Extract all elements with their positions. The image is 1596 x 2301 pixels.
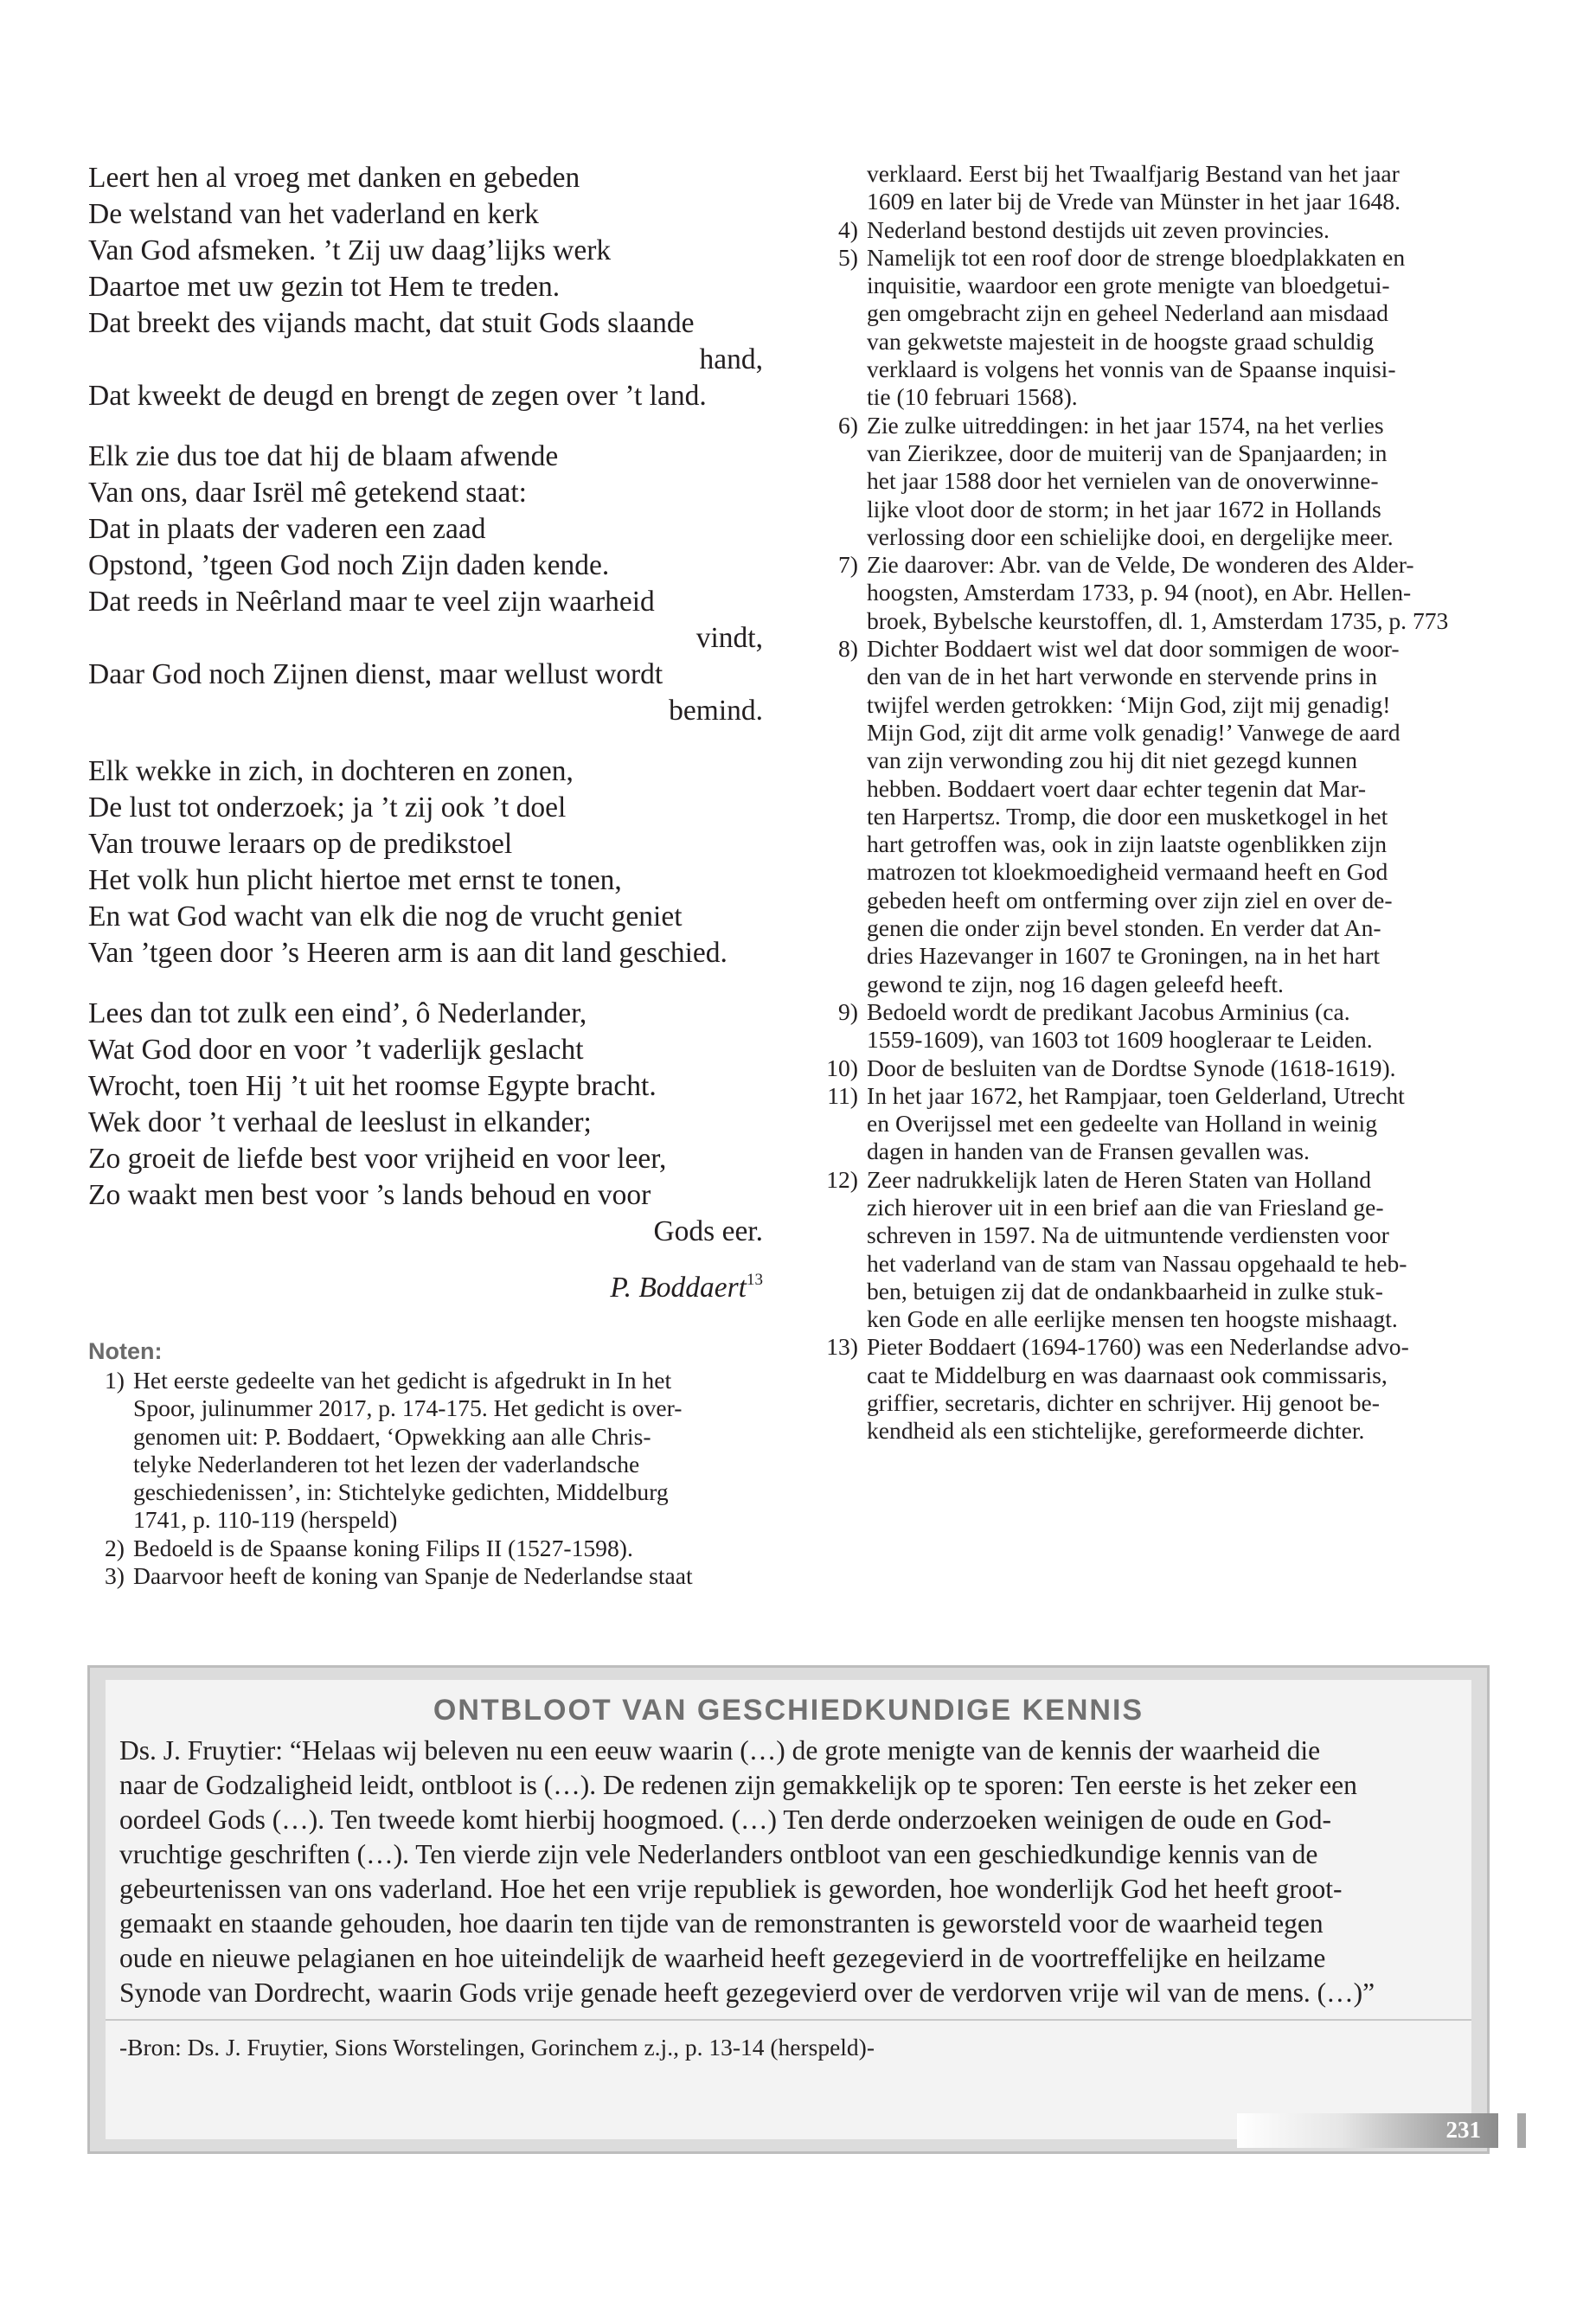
footnote-number: 11) <box>827 1081 858 1109</box>
footnote-line: hebben. Boddaert voert daar echter tegenin dat Mar- <box>867 774 1367 802</box>
footnote-line: ten Harpertsz. Tromp, die door een musketkogel in het <box>867 802 1388 830</box>
poem-line: Zo groeit de liefde best voor vrijheid en voor leer, <box>88 1143 667 1175</box>
footnote-line: verlossing door een schielijke dooi, en dergelijke meer. <box>867 522 1394 550</box>
note-line: 1609 en later bij de Vrede van Münster in het jaar 1648. <box>867 188 1401 215</box>
footnote-line: matrozen tot kloekmoedigheid vermaand heeft en God <box>867 858 1388 886</box>
poem <box>88 160 763 1306</box>
poem-line: Lees dan tot zulk een eind’, ô Nederlander, <box>88 997 587 1029</box>
footnote <box>819 998 1494 1054</box>
poem-line: Wek door ’t verhaal de leeslust in elkander; <box>88 1106 592 1138</box>
footnote-line: den van de in het hart verwonde en stervende prins in <box>867 663 1378 690</box>
page-number-tick <box>1517 2113 1526 2148</box>
quote-box-inner <box>106 1680 1471 2139</box>
quote-line: gemaakt en staande gehouden, hoe daarin ten tijde van de remonstranten is geworsteld voor de waarheid tegen <box>119 1908 1324 1939</box>
poem-author: P. Boddaert <box>610 1272 747 1304</box>
poem-line: Van ’tgeen door ’s Heeren arm is aan dit land geschied. <box>88 937 727 969</box>
footnote <box>88 1562 763 1590</box>
footnote <box>819 412 1494 551</box>
footnote <box>819 551 1494 635</box>
footnote-line: ken Gode en alle eerlijke mensen ten hoogste mishaagt. <box>867 1305 1398 1333</box>
quote-source: -Bron: Ds. J. Fruytier, Sions Worstelingen, Gorinchem z.j., p. 13-14 (herspeld)- <box>119 2034 875 2061</box>
poem-author-ref: 13 <box>747 1271 763 1289</box>
poem-line-continuation: Gods eer. <box>653 1215 763 1247</box>
poem-signature <box>88 1264 763 1306</box>
footnote-line: Zeer nadrukkelijk laten de Heren Staten van Holland <box>867 1165 1372 1193</box>
footnote-line: Bedoeld is de Spaanse koning Filips II (1527-1598). <box>133 1534 633 1561</box>
footnote-line: Bedoeld wordt de predikant Jacobus Arminius (ca. <box>867 997 1350 1025</box>
quote-box-title: ONTBLOOT VAN GESCHIEDKUNDIGE KENNIS <box>433 1694 1144 1727</box>
footnote <box>819 244 1494 412</box>
footnote-line: In het jaar 1672, het Rampjaar, toen Gelderland, Utrecht <box>867 1081 1405 1109</box>
footnote-line: dries Hazevanger in 1607 te Groningen, na in het hart <box>867 942 1381 970</box>
footnote-number: 13) <box>826 1333 858 1361</box>
poem-line: En wat God wacht van elk die nog de vrucht geniet <box>88 901 683 933</box>
footnote-number: 12) <box>826 1165 858 1193</box>
footnote <box>819 1166 1494 1334</box>
footnote-line: van gekwetste majesteit in de hoogste graad schuldig <box>867 327 1375 355</box>
footnote-line: gen omgebracht zijn en geheel Nederland aan misdaad <box>867 299 1388 327</box>
footnote <box>88 1367 763 1535</box>
footnote-line: 1559-1609), van 1603 tot 1609 hoogleraar te Leiden. <box>867 1026 1373 1054</box>
footnote-line: ben, betuigen zij dat de ondankbaarheid in zulke stuk- <box>867 1277 1383 1304</box>
footnote-number: 9) <box>838 997 858 1025</box>
footnote-line: broek, Bybelsche keurstoffen, dl. 1, Amsterdam 1735, p. 773 <box>867 606 1449 634</box>
footnote-line: gebeden heeft om ontferming over zijn ziel en over de- <box>867 886 1393 913</box>
footnote-line: geschiedenissen’, in: Stichtelyke gedichten, Middelburg <box>133 1478 669 1506</box>
footnote-line: Zie daarover: Abr. van de Velde, De wonderen des Alder- <box>867 551 1414 579</box>
footnote-line: tie (10 februari 1568). <box>867 383 1078 411</box>
quote-line: gebeurtenissen van ons vaderland. Hoe het een vrije republiek is geworden, hoe wonderlijk God het heeft groot- <box>119 1874 1343 1904</box>
footnote-line: Spoor, julinummer 2017, p. 174-175. Het gedicht is over- <box>133 1394 683 1422</box>
footnote-line: telyke Nederlanderen tot het lezen der vaderlandsche <box>133 1450 640 1477</box>
notes-right-list <box>819 216 1494 1445</box>
footnote-number: 4) <box>838 215 858 243</box>
poem-line: Dat reeds in Neêrland maar te veel zijn waarheid <box>88 586 655 618</box>
footnote-line: Namelijk tot een roof door de strenge bloedplakkaten en <box>867 243 1406 271</box>
quote-box <box>87 1665 1490 2154</box>
footnote-number: 2) <box>105 1534 125 1561</box>
page-number-bar <box>1237 2113 1498 2148</box>
footnote-number: 3) <box>105 1562 125 1590</box>
footnote-line: Het eerste gedeelte van het gedicht is afgedrukt in In het <box>133 1367 672 1394</box>
footnote-line: van zijn verwonding zou hij dit niet gezegd kunnen <box>867 747 1358 774</box>
quote-line: oordeel Gods (…). Ten tweede komt hierbij hoogmoed. (…) Ten derde onderzoeken weinigen de oude en God- <box>119 1804 1331 1835</box>
notes-left <box>88 1337 763 1590</box>
footnote-line: twijfel werden getrokken: ‘Mijn God, zijt mij genadig! <box>867 690 1391 718</box>
footnote-line: genomen uit: P. Boddaert, ‘Opwekking aan alle Chris- <box>133 1422 651 1450</box>
footnote-line: hart getroffen was, ook in zijn laatste ogenblikken zijn <box>867 830 1388 858</box>
footnote-line: inquisitie, waardoor een grote menigte van bloedgetui- <box>867 272 1390 299</box>
footnote-line: zich hierover uit in een brief aan die van Friesland ge- <box>867 1193 1384 1221</box>
footnote-number: 6) <box>838 411 858 439</box>
quote-line: oude en nieuwe pelagianen en hoe uiteindelijk de waarheid heeft gezegevierd in de voortreffelijke en heilzame <box>119 1943 1326 1973</box>
quote-box-divider <box>106 2019 1471 2021</box>
footnote-line: griffier, secretaris, dichter en schrijver. Hij genoot be- <box>867 1389 1380 1417</box>
footnote <box>819 1082 1494 1166</box>
footnote-line: lijke vloot door de storm; in het jaar 1672 in Hollands <box>867 495 1381 522</box>
quote-line: vruchtige geschriften (…). Ten vierde zijn vele Nederlanders ontbloot van een geschiedkundige kennis van de <box>119 1839 1318 1869</box>
poem-stanza-4 <box>88 996 763 1250</box>
footnote-number: 8) <box>838 635 858 663</box>
poem-line: Wrocht, toen Hij ’t uit het roomse Egypte bracht. <box>88 1070 657 1102</box>
poem-line: Van ons, daar Isrël mê getekend staat: <box>88 477 527 509</box>
notes-heading: Noten: <box>88 1338 163 1364</box>
poem-line: Daar God noch Zijnen dienst, maar wellust wordt <box>88 658 663 690</box>
footnote-line: Zie zulke uitreddingen: in het jaar 1574, na het verlies <box>867 411 1384 439</box>
poem-line: Opstond, ’tgeen God noch Zijn daden kende. <box>88 549 610 581</box>
poem-line-continuation: vindt, <box>695 622 763 654</box>
footnote-line: 1741, p. 110-119 (herspeld) <box>133 1506 398 1534</box>
poem-line: Dat kweekt de deugd en brengt de zegen over ’t land. <box>88 380 707 412</box>
footnote-line: genen die onder zijn bevel stonden. En verder dat An- <box>867 914 1381 942</box>
footnote-line: verklaard is volgens het vonnis van de Spaanse inquisi- <box>867 356 1396 383</box>
poem-line: Het volk hun plicht hiertoe met ernst te tonen, <box>88 864 622 896</box>
footnote-number: 1) <box>105 1367 125 1394</box>
note-continuation <box>819 160 1494 216</box>
footnote-line: schreven in 1597. Na de uitmuntende verdiensten voor <box>867 1221 1389 1249</box>
footnote-line: van Zierikzee, door de muiterij van de Spanjaarden; in <box>867 439 1388 466</box>
poem-line: Dat breekt des vijands macht, dat stuit Gods slaande <box>88 307 695 339</box>
footnote-line: Mijn God, zijt dit arme volk genadig!’ Vanwege de aard <box>867 718 1401 746</box>
poem-stanza-1 <box>88 160 763 414</box>
poem-line: Daartoe met uw gezin tot Hem te treden. <box>88 271 561 303</box>
footnote-line: en Overijssel met een gedeelte van Holland in weinig <box>867 1110 1378 1138</box>
footnote-line: het vaderland van de stam van Nassau opgehaald te heb- <box>867 1249 1407 1277</box>
quote-line: Ds. J. Fruytier: “Helaas wij beleven nu een eeuw waarin (…) de grote menigte van de kennis der waarheid die <box>119 1735 1321 1766</box>
footnote-line: gewond te zijn, nog 16 dagen geleefd heeft. <box>867 970 1284 997</box>
poem-line: Elk zie dus toe dat hij de blaam afwende <box>88 440 559 472</box>
quote-line: Synode van Dordrecht, waarin Gods vrije genade heeft gezegevierd over de verdorven vrije wil van de mens. (…)” <box>119 1977 1375 2008</box>
notes-left-list <box>88 1367 763 1590</box>
page-number: 231 <box>1445 2117 1481 2143</box>
footnote-line: Dichter Boddaert wist wel dat door sommigen de woor- <box>867 635 1400 663</box>
poem-stanza-3 <box>88 753 763 971</box>
poem-stanza-2 <box>88 439 763 729</box>
footnote-line: Daarvoor heeft de koning van Spanje de Nederlandse staat <box>133 1562 693 1590</box>
footnote-line: kendheid als een stichtelijke, gereformeerde dichter. <box>867 1417 1365 1445</box>
footnote <box>819 635 1494 998</box>
footnote-number: 10) <box>826 1054 858 1081</box>
poem-line: Zo waakt men best voor ’s lands behoud en voor <box>88 1179 651 1211</box>
footnote <box>819 1333 1494 1445</box>
poem-line: Elk wekke in zich, in dochteren en zonen, <box>88 755 574 787</box>
footnote-line: caat te Middelburg en was daarnaast ook commissaris, <box>867 1361 1388 1388</box>
notes-right <box>819 160 1494 1445</box>
note-line: verklaard. Eerst bij het Twaalfjarig Bestand van het jaar <box>867 160 1400 187</box>
quote-line: naar de Godzaligheid leidt, ontbloot is (…). De redenen zijn gemakkelijk op te sporen: Ten eerste is het zeker een <box>119 1770 1357 1800</box>
footnote-line: Door de besluiten van de Dordtse Synode (1618-1619). <box>867 1054 1396 1081</box>
footnote-line: Nederland bestond destijds uit zeven provincies. <box>867 215 1330 243</box>
poem-line: Van trouwe leraars op de predikstoel <box>88 828 513 860</box>
poem-line: Wat God door en voor ’t vaderlijk geslacht <box>88 1034 584 1066</box>
footnote <box>819 216 1494 244</box>
footnote-number: 7) <box>838 551 858 579</box>
poem-line: Dat in plaats der vaderen een zaad <box>88 513 486 545</box>
footnote-line: hoogsten, Amsterdam 1733, p. 94 (noot), en Abr. Hellen- <box>867 579 1412 606</box>
footnote <box>88 1535 763 1562</box>
quote-box-body <box>106 1734 1471 2010</box>
poem-line-continuation: bemind. <box>669 695 763 727</box>
footnote-line: het jaar 1588 door het vernielen van de onoverwinne- <box>867 467 1379 495</box>
footnote-line: dagen in handen van de Fransen gevallen was. <box>867 1138 1310 1165</box>
poem-line: Leert hen al vroeg met danken en gebeden <box>88 162 580 194</box>
footnote-line: Pieter Boddaert (1694-1760) was een Nederlandse advo- <box>867 1333 1409 1361</box>
poem-line-continuation: hand, <box>699 343 763 375</box>
poem-line: Van God afsmeken. ’t Zij uw daag’lijks werk <box>88 234 612 266</box>
poem-line: De welstand van het vaderland en kerk <box>88 198 539 230</box>
footnote-number: 5) <box>838 243 858 271</box>
poem-line: De lust tot onderzoek; ja ’t zij ook ’t doel <box>88 792 567 824</box>
footnote <box>819 1054 1494 1082</box>
